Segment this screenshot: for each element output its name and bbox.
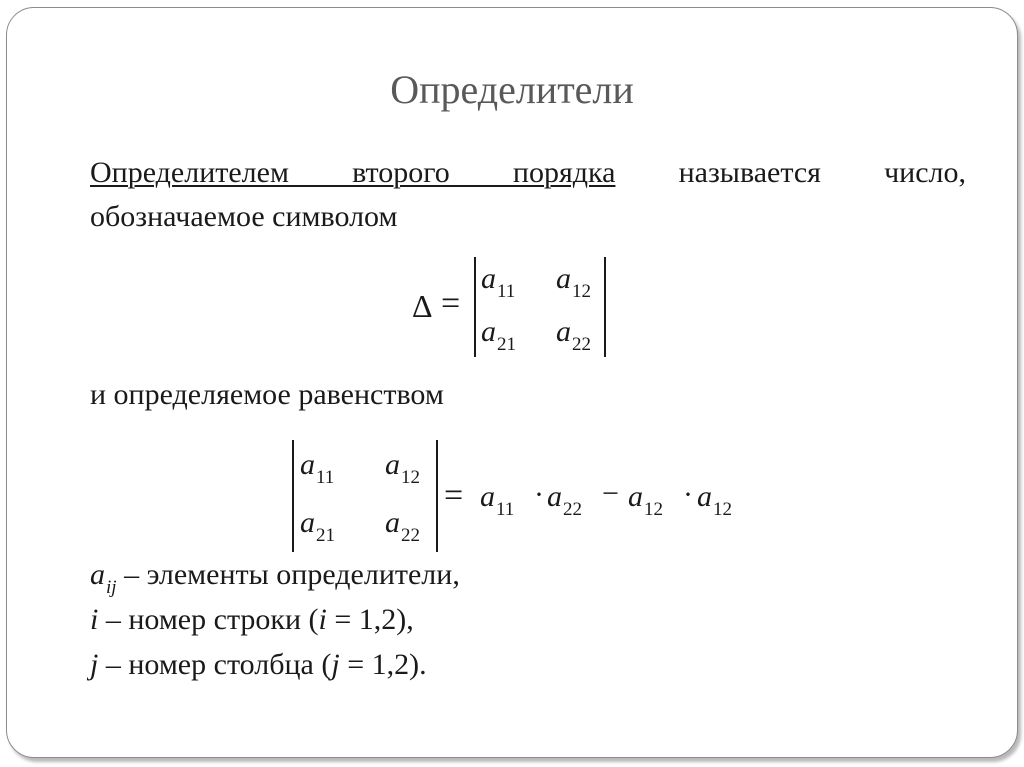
definition-line-1 — [90, 156, 966, 190]
formula-term: $a_{12}$ — [697, 480, 732, 520]
matrix-cell: $a_{22}$ — [556, 315, 591, 355]
matrix-cell: $a_{11}$ — [481, 262, 516, 302]
note-j: j – номер столбца (j = 1,2). — [90, 648, 427, 681]
formula-right-bar — [436, 440, 438, 552]
formula-term: $a_{22}$ — [547, 480, 582, 520]
formula-term: $a_{12}$ — [628, 480, 663, 520]
note-i: i – номер строки (i = 1,2), — [90, 603, 414, 636]
matrix-cell: $a_{22}$ — [385, 506, 420, 546]
determinant-right-bar — [604, 257, 606, 357]
formula-minus: − — [602, 477, 619, 510]
determinant-left-bar — [474, 257, 476, 357]
formula-term: $a_{11}$ — [480, 480, 515, 520]
definition-line-2: обозначаемое символом — [90, 200, 398, 233]
intro-equality: и определяемое равенством — [90, 378, 444, 411]
matrix-cell: $a_{21}$ — [300, 506, 335, 546]
note-aij: $a_{ij}$ – элементы определители, — [90, 558, 460, 598]
formula-left-bar — [292, 440, 294, 552]
matrix-cell: $a_{12}$ — [385, 448, 420, 488]
matrix-cell: $a_{12}$ — [556, 262, 591, 302]
slide-title: Определители — [390, 67, 634, 112]
formula-equals: = — [444, 477, 464, 514]
definition-rest: называется число, — [615, 156, 967, 189]
matrix-cell: $a_{11}$ — [300, 448, 335, 488]
matrix-cell: $a_{21}$ — [481, 315, 516, 355]
formula-dot: · — [683, 478, 693, 511]
formula-dot: · — [534, 478, 544, 511]
delta-symbol: Δ — [412, 288, 433, 324]
delta-equals: = — [441, 285, 461, 322]
definition-term: Определителем второго порядка — [90, 156, 616, 189]
